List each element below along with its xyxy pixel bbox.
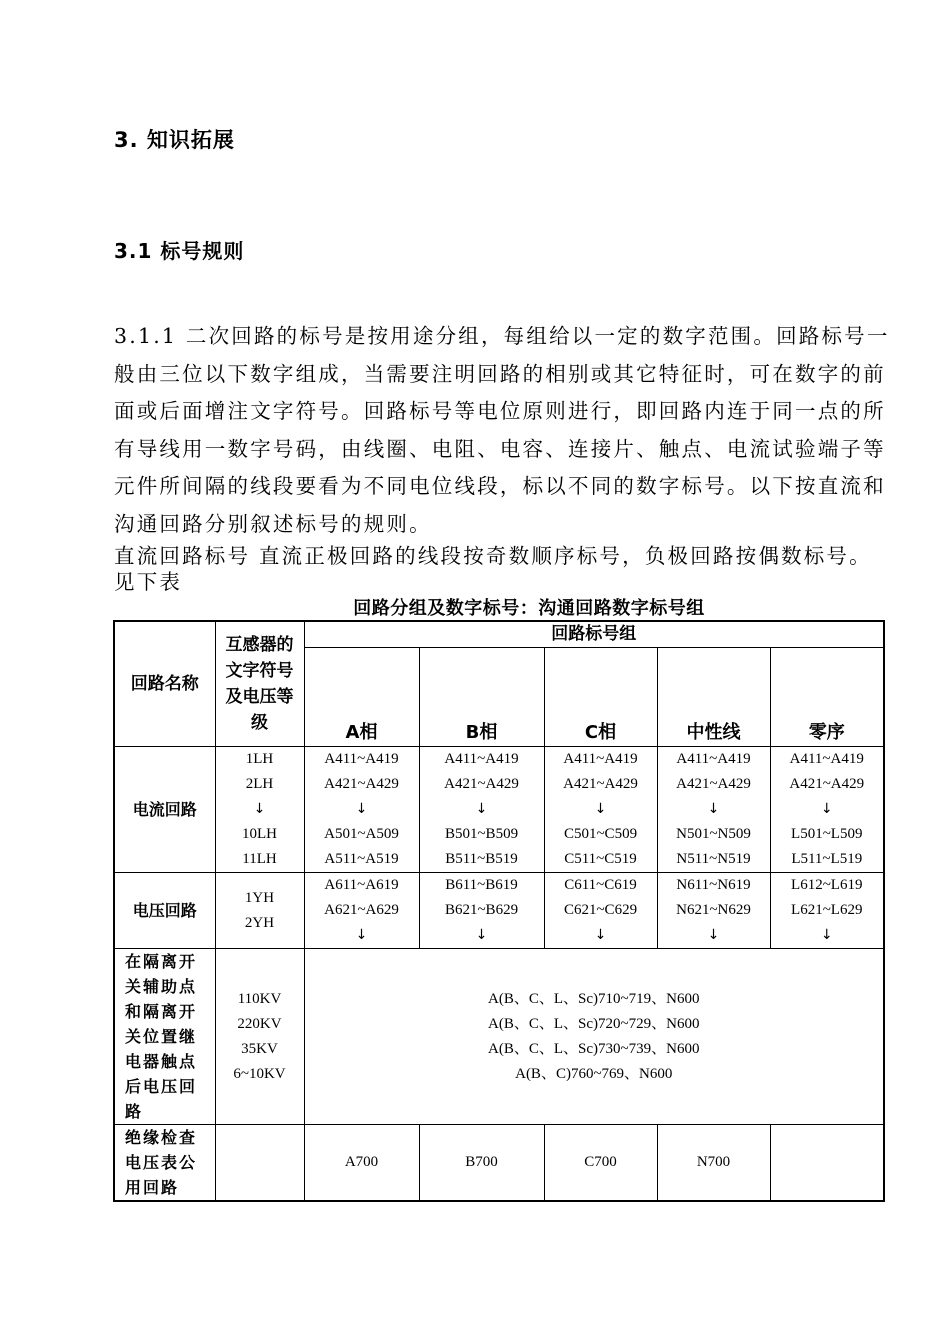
section-heading: 3. 知识拓展 bbox=[114, 128, 235, 152]
insulation-a: A700 bbox=[304, 1125, 419, 1202]
current-zero: A411~A419 A421~A429 ↓ L501~L509 L511~L519 bbox=[770, 747, 884, 873]
insulation-n: N700 bbox=[657, 1125, 770, 1202]
row-name-voltage: 电压回路 bbox=[114, 873, 215, 949]
current-phase-a: A411~A419 A421~A429 ↓ A501~A509 A511~A519 bbox=[304, 747, 419, 873]
table-row bbox=[114, 1125, 884, 1202]
subsection-heading: 3.1 标号规则 bbox=[114, 239, 245, 263]
voltage-phase-a: A611~A619 A621~A629 ↓ bbox=[304, 873, 419, 949]
rules-paragraph: 3.1.1 二次回路的标号是按用途分组，每组给以一定的数字范围。回路标号一般由三位以下数字组成，当需要注明回路的相别或其它特征时，可在数字的前面或后面增注文字符号。回路标号等电位原则进行，即回路内连于同一点的所有导线用一数字号码，由线圈、电阻、电容、连接片、触点、电流试验端子等元件所间隔的线段要看为不同电位线段，标以不同的数字标号。以下按直流和沟通回路分别叙述标号的规则。 bbox=[114, 324, 890, 536]
table-row bbox=[114, 949, 884, 1125]
voltage-symbols: 1YH 2YH bbox=[215, 873, 304, 949]
table-row bbox=[114, 747, 884, 873]
table-row bbox=[114, 873, 884, 949]
isolator-symbols: 110KV 220KV 35KV 6~10KV bbox=[215, 949, 304, 1125]
dc-paragraph: 直流回路标号 直流正极回路的线段按奇数顺序标号，负极回路按偶数标号。见下表 bbox=[114, 544, 872, 594]
current-phase-b: A411~A419 A421~A429 ↓ B501~B509 B511~B519 bbox=[419, 747, 544, 873]
numbering-table bbox=[113, 620, 885, 1202]
voltage-zero: L612~L619 L621~L629 ↓ bbox=[770, 873, 884, 949]
phase-zero: 零序 bbox=[770, 648, 884, 747]
insulation-b: B700 bbox=[419, 1125, 544, 1202]
table-caption: 回路分组及数字标号：沟通回路数字标号组 bbox=[353, 598, 705, 619]
insulation-zero bbox=[770, 1125, 884, 1202]
insulation-symbol bbox=[215, 1125, 304, 1202]
voltage-phase-c: C611~C619 C621~C629 ↓ bbox=[544, 873, 657, 949]
header-circuit-name: 回路名称 bbox=[114, 621, 215, 747]
phase-c: C相 bbox=[544, 648, 657, 747]
row-name-insulation: 绝缘检查电压表公用回路 bbox=[114, 1125, 215, 1202]
voltage-neutral: N611~N619 N621~N629 ↓ bbox=[657, 873, 770, 949]
phase-a: A相 bbox=[304, 648, 419, 747]
current-symbols: 1LH 2LH ↓ 10LH 11LH bbox=[215, 747, 304, 873]
phase-b: B相 bbox=[419, 648, 544, 747]
header-group: 回路标号组 bbox=[304, 621, 884, 648]
current-neutral: A411~A419 A421~A429 ↓ N501~N509 N511~N519 bbox=[657, 747, 770, 873]
insulation-c: C700 bbox=[544, 1125, 657, 1202]
current-phase-c: A411~A419 A421~A429 ↓ C501~C509 C511~C519 bbox=[544, 747, 657, 873]
phase-neutral: 中性线 bbox=[657, 648, 770, 747]
isolator-values: A(B、C、L、Sc)710~719、N600 A(B、C、L、Sc)720~729、N600 A(B、C、L、Sc)730~739、N600 A(B、C)760~769、N600 bbox=[304, 949, 884, 1125]
voltage-phase-b: B611~B619 B621~B629 ↓ bbox=[419, 873, 544, 949]
row-name-isolator: 在隔离开关辅助点和隔离开关位置继电器触点后电压回路 bbox=[114, 949, 215, 1125]
row-name-current: 电流回路 bbox=[114, 747, 215, 873]
table-header-row bbox=[114, 621, 884, 648]
header-symbol: 互感器的文字符号及电压等级 bbox=[215, 621, 304, 747]
